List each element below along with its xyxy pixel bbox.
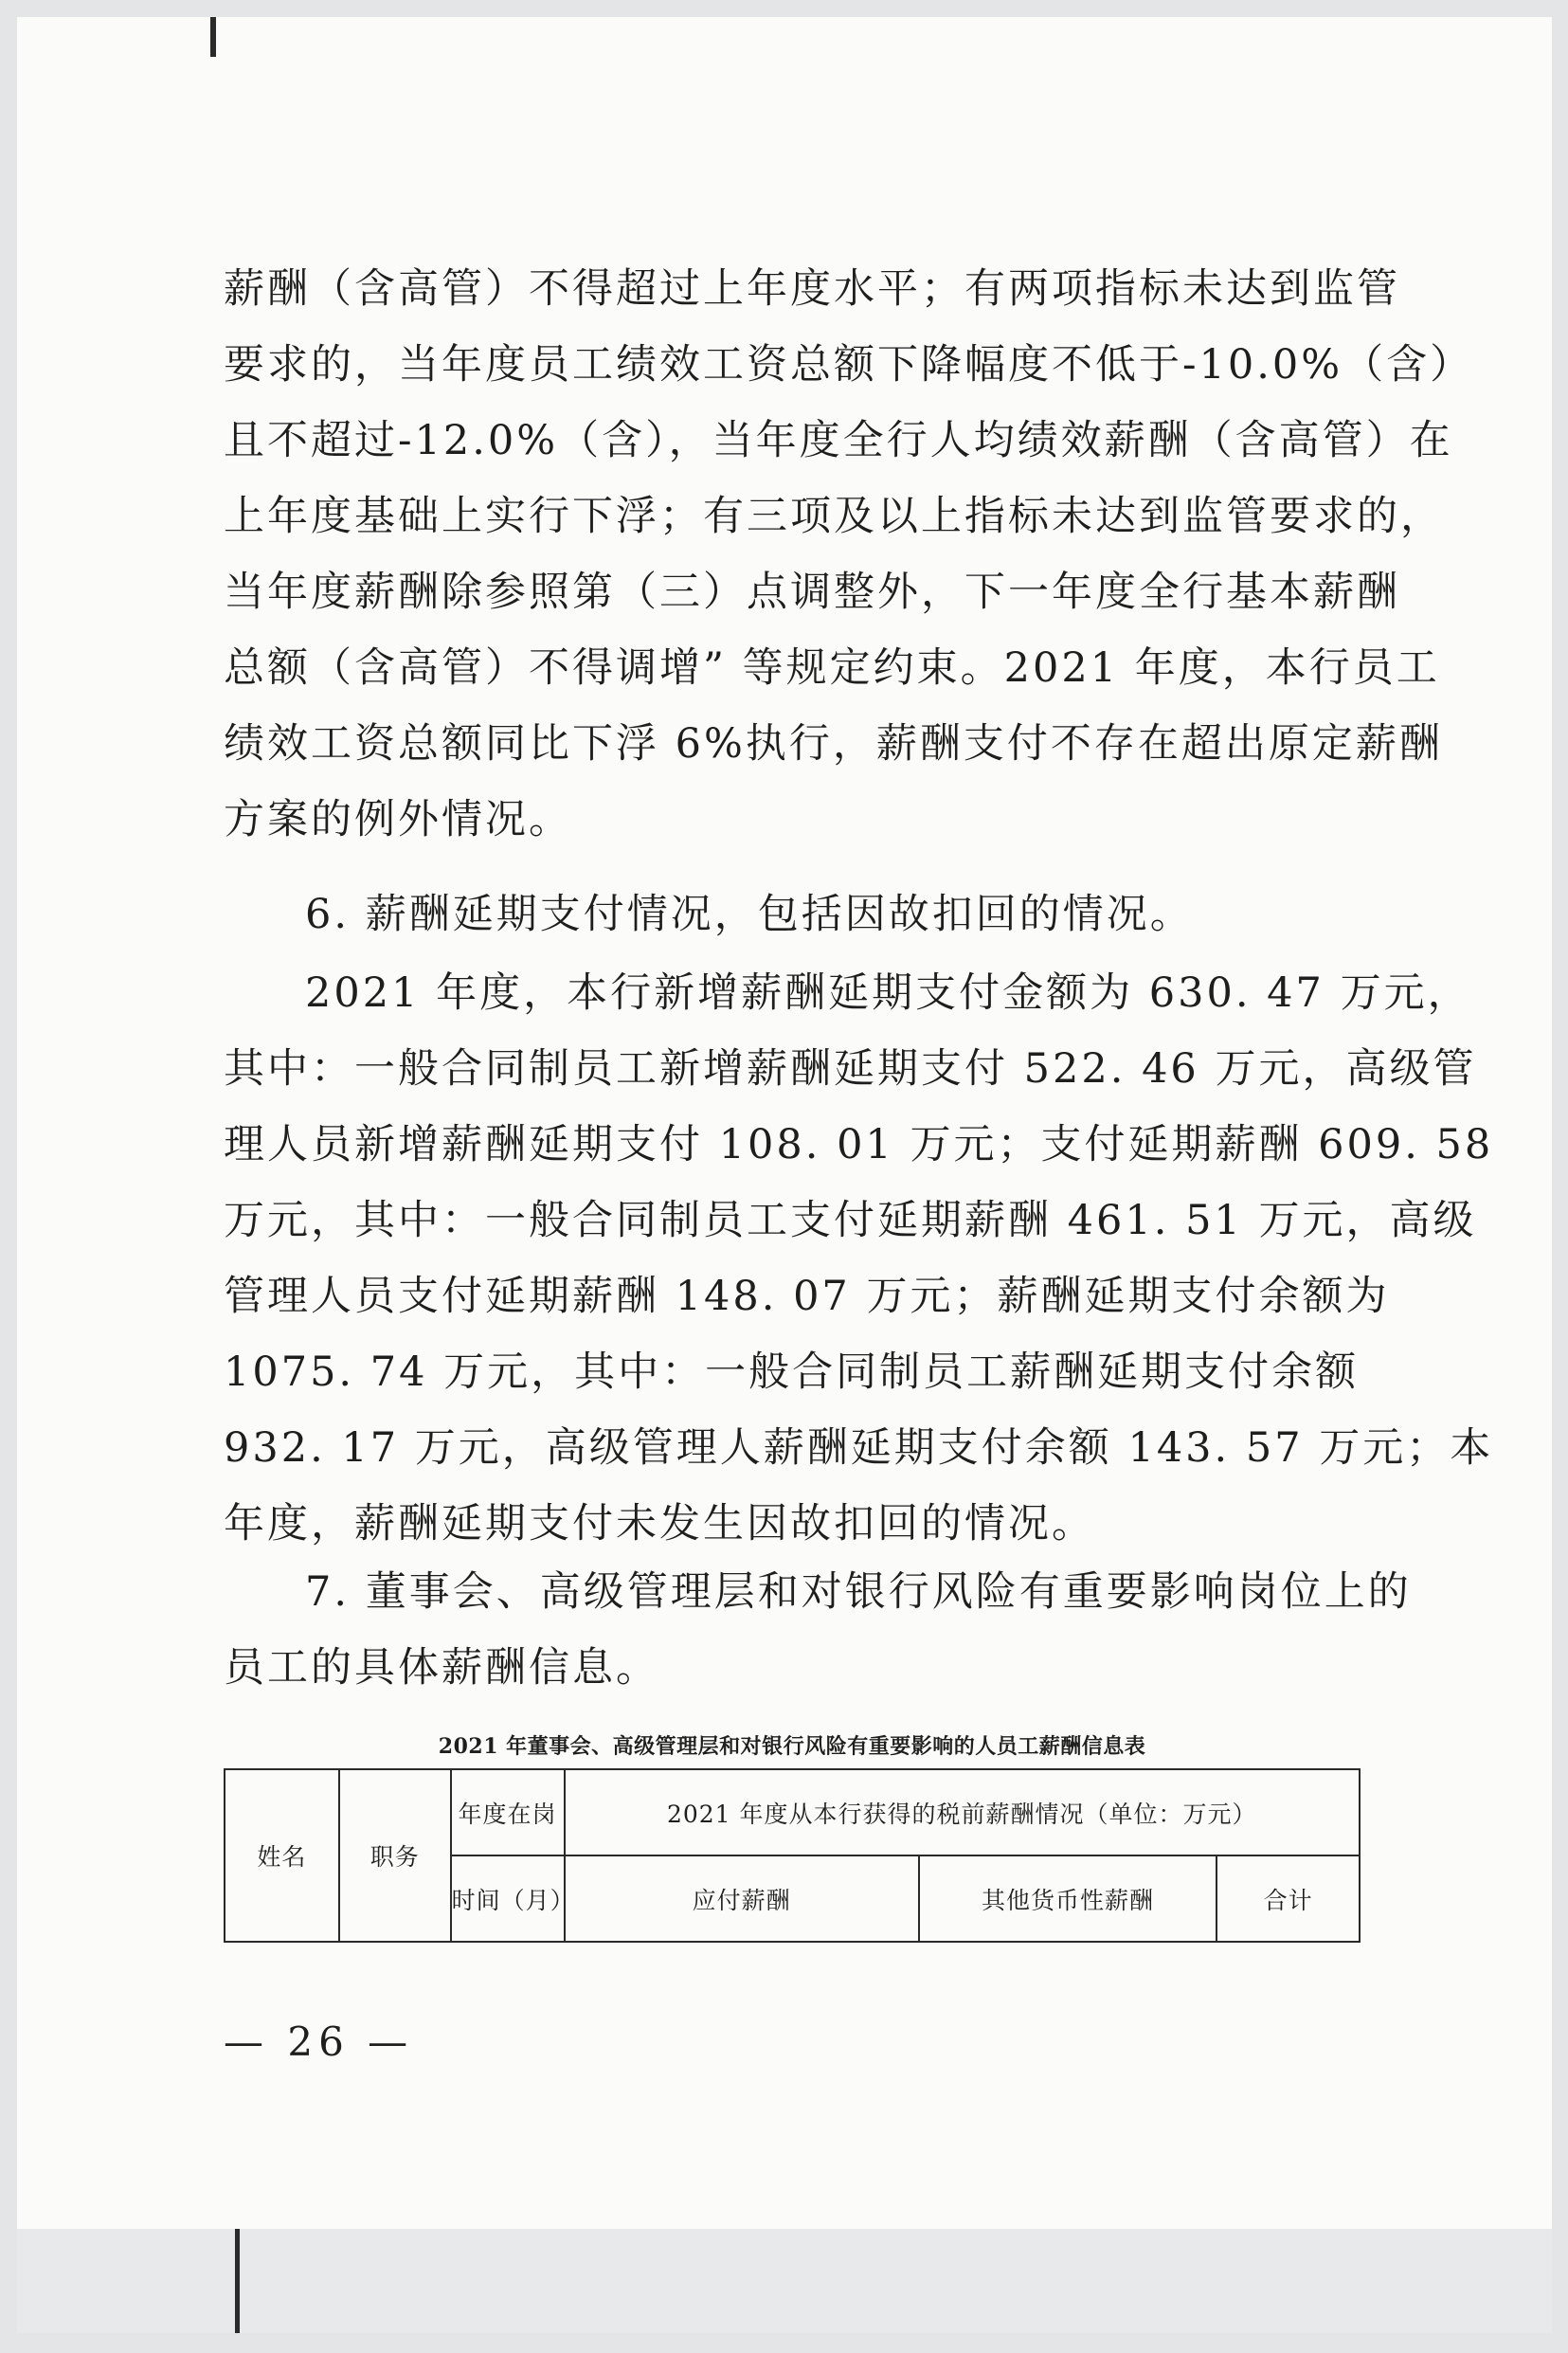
text-line: 总额（含高管）不得调增” 等规定约束。2021 年度，本行员工 bbox=[224, 644, 1440, 692]
salary-info-table bbox=[224, 1768, 1361, 1943]
text-line: 管理人员支付延期薪酬 148. 07 万元；薪酬延期支付余额为 bbox=[224, 1273, 1390, 1320]
header-other-monetary: 其他货币性薪酬 bbox=[919, 1855, 1217, 1942]
section-heading-6 bbox=[224, 877, 1361, 952]
heading-text: 6. 薪酬延期支付情况，包括因故扣回的情况。 bbox=[305, 891, 1194, 938]
text-line: 上年度基础上实行下浮；有三项及以上指标未达到监管要求的， bbox=[224, 493, 1444, 540]
text-line: 薪酬（含高管）不得超过上年度水平；有两项指标未达到监管 bbox=[224, 265, 1400, 313]
text-line: 绩效工资总额同比下浮 6%执行，薪酬支付不存在超出原定薪酬 bbox=[224, 720, 1443, 768]
header-name: 姓名 bbox=[225, 1769, 339, 1942]
text-line: 且不超过-12.0%（含），当年度全行人均绩效薪酬（含高管）在 bbox=[224, 417, 1453, 464]
paragraph-deferred-payment bbox=[224, 955, 1494, 1562]
text-line: 932. 17 万元，高级管理人薪酬延期支付余额 143. 57 万元；本 bbox=[224, 1424, 1494, 1472]
header-tenure-bottom: 时间（月） bbox=[451, 1855, 565, 1942]
header-tenure-top: 年度在岗 bbox=[451, 1769, 565, 1855]
header-payable: 应付薪酬 bbox=[565, 1855, 919, 1942]
header-total: 合计 bbox=[1217, 1855, 1360, 1942]
table-header-row bbox=[225, 1769, 1360, 1855]
text-line: 方案的例外情况。 bbox=[224, 796, 572, 843]
header-position: 职务 bbox=[339, 1769, 451, 1942]
paragraph-salary-constraints bbox=[224, 251, 1474, 858]
header-pretax-group: 2021 年度从本行获得的税前薪酬情况（单位：万元） bbox=[565, 1769, 1360, 1855]
text-line: 其中：一般合同制员工新增薪酬延期支付 522. 46 万元，高级管 bbox=[224, 1045, 1477, 1093]
text-line: 当年度薪酬除参照第（三）点调整外，下一年度全行基本薪酬 bbox=[224, 569, 1400, 616]
heading-text: 员工的具体薪酬信息。 bbox=[224, 1644, 659, 1692]
text-line: 要求的，当年度员工绩效工资总额下降幅度不低于-10.0%（含） bbox=[224, 341, 1474, 389]
scan-bottom-band bbox=[17, 2229, 1552, 2333]
text-line: 万元，其中：一般合同制员工支付延期薪酬 461. 51 万元，高级 bbox=[224, 1197, 1477, 1244]
binding-mark-top bbox=[210, 17, 216, 57]
text-line: 1075. 74 万元，其中：一般合同制员工薪酬延期支付余额 bbox=[224, 1348, 1360, 1396]
text-line: 理人员新增薪酬延期支付 108. 01 万元；支付延期薪酬 609. 58 bbox=[224, 1121, 1494, 1168]
section-heading-7 bbox=[224, 1554, 1412, 1706]
table-title: 2021 年董事会、高级管理层和对银行风险有重要影响的人员工薪酬信息表 bbox=[438, 1734, 1146, 1759]
text-line: 年度，薪酬延期支付未发生因故扣回的情况。 bbox=[224, 1500, 1095, 1548]
page-number: — 26 — bbox=[224, 2018, 414, 2065]
text-line: 2021 年度，本行新增薪酬延期支付金额为 630. 47 万元， bbox=[305, 969, 1471, 1017]
heading-text: 7. 董事会、高级管理层和对银行风险有重要影响岗位上的 bbox=[305, 1568, 1412, 1616]
binding-mark-bottom bbox=[235, 2229, 240, 2333]
